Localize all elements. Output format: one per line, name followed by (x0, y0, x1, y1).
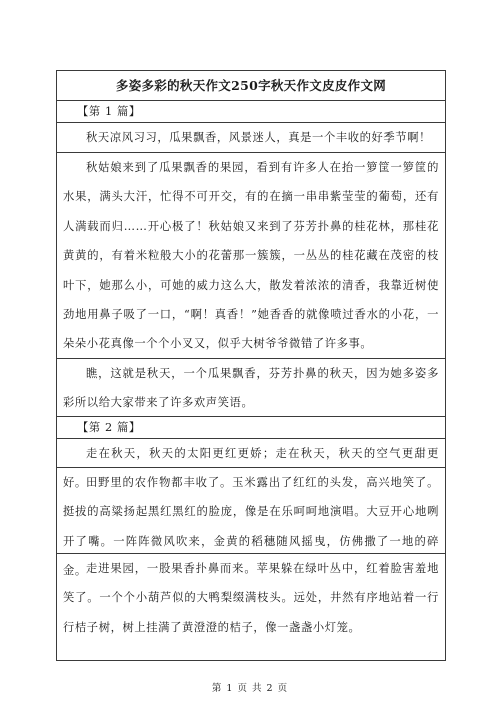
section-2-paragraph-1: 走在秋天，秋天的太阳更红更娇；走在秋天，秋天的空气更甜更好。 (57, 439, 445, 468)
section-2-heading: 【第 2 篇】 (57, 417, 445, 439)
section-1-paragraph-2: 秋姑娘来到了瓜果飘香的果园，看到有许多人在抬一箩筐一箩筐的水果，满头大汗，忙得不可开交，有的在摘一串串紫莹莹的葡萄，还有人满载而归……开心极了！秋姑娘又来到了芬芳扑鼻的桂花林，那桂花黄黄的，有着米粒般大小的花蕾那一簇簇，一丛丛的桂花藏在茂密的枝叶下，她那么小，可她的威力这么大，散发着浓浓的清香，我靠近树使劲地用鼻子吸了一口，“啊！真香！”她香香的就像喷过香水的小花，一朵朵小花真像一个个小叉又，似乎大树爷爷微错了许多事。 (57, 153, 445, 359)
page-number-footer: 第 1 页 共 2 页 (211, 683, 289, 694)
section-1-paragraph-3: 瞧，这就是秋天，一个瓜果飘香，芬芳扑鼻的秋天，因为她多姿多彩所以给大家带来了许多欢声笑语。 (57, 359, 445, 417)
document-title: 多姿多彩的秋天作文250字秋天作文皮皮作文网 (57, 71, 445, 101)
section-1-paragraph-1: 秋天凉风习习，瓜果飘香，风景迷人，真是一个丰收的好季节啊！ (57, 123, 445, 153)
section-1-heading: 【第 1 篇】 (57, 101, 445, 123)
document-table (56, 70, 446, 661)
section-2-paragraph-3: 走进果园，一股果香扑鼻而来。苹果躲在绿叶丛中，红着脸害羞地笑了。一个个小葫芦似的大鸭梨缀满枝头。远处，井然有序地站着一行行桔子树，树上挂满了黄澄澄的桔子，像一盏盏小灯笼。 (63, 562, 439, 634)
section-2-paragraph-2: 田野里的农作物都丰收了。玉米露出了红红的头发，高兴地笑了。挺拔的高粱扬起黑红黑红的脸庞，像是在乐呵呵地演唱。大豆开心地咧开了嘴。一阵阵微风吹来，金黄的稻穗随风摇曳，仿佛撒了一地的碎金。 (57, 468, 445, 554)
